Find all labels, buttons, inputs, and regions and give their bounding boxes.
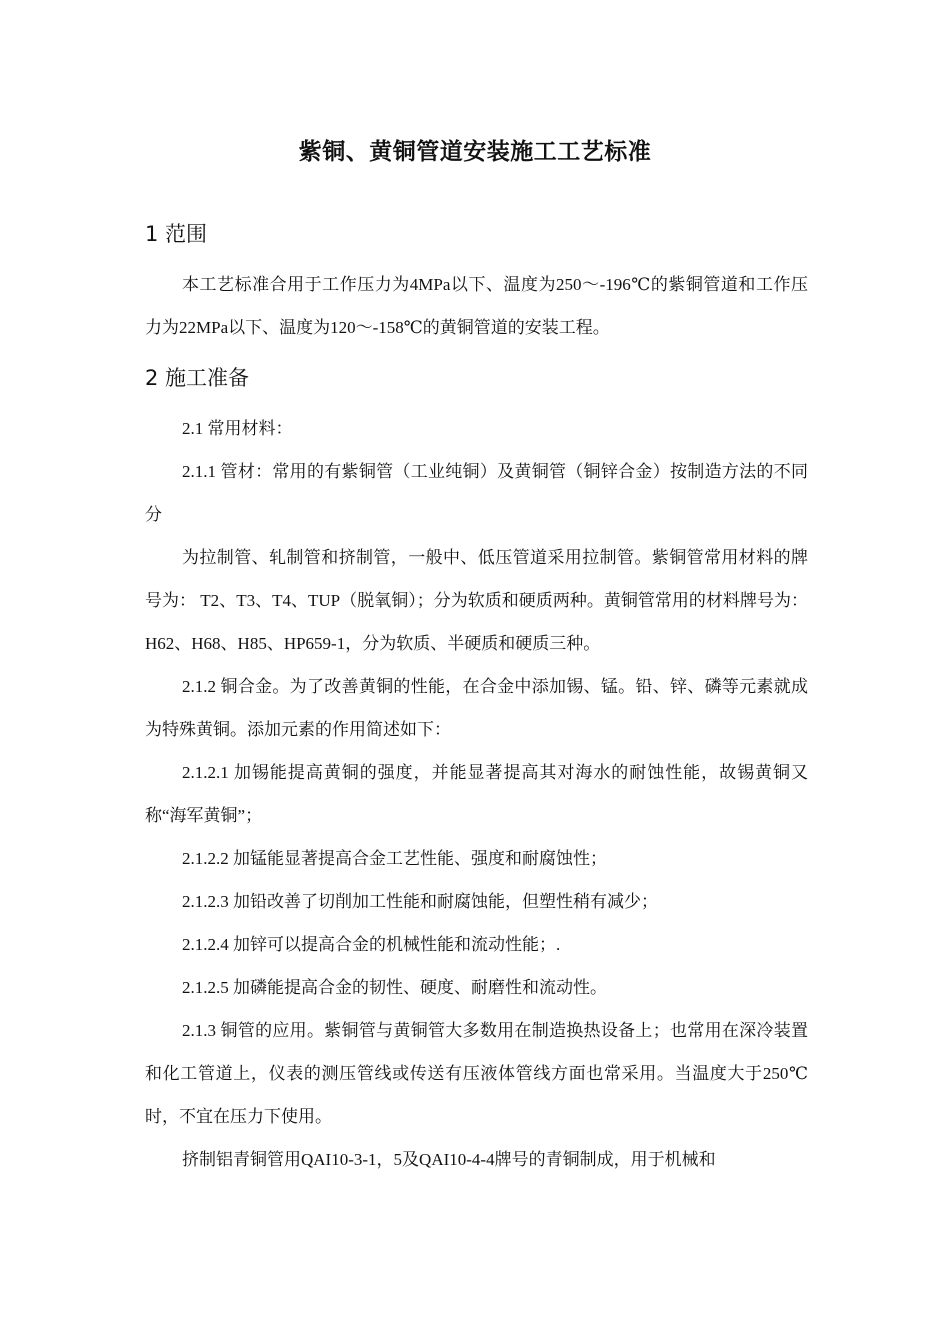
section-heading-scope: 1 范围 — [145, 222, 208, 246]
paragraph: 2.1.2.1 加锡能提高黄铜的强度，并能显著提高其对海水的耐蚀性能，故锡黄铜又称“海军黄铜”； — [145, 763, 808, 825]
paragraph: 2.1.2.5 加磷能提高合金的韧性、硬度、耐磨性和流动性。 — [182, 978, 607, 997]
section-heading-preparation: 2 施工准备 — [145, 366, 250, 390]
paragraph: 为拉制管、轧制管和挤制管，一般中、低压管道采用拉制管。紫铜管常用材料的牌号为： T2、T3、T4、TUP（脱氧铜）；分为软质和硬质两种。黄铜管常用的材料牌号为：H62、H68、H85、HP659-1，分为软质、半硬质和硬质三种。 — [145, 548, 808, 653]
paragraph: 本工艺标准合用于工作压力为4MPa以下、温度为250～-196℃的紫铜管道和工作压力为22MPa以下、温度为120～-158℃的黄铜管道的安装工程。 — [145, 275, 808, 337]
paragraph: 2.1.2.3 加铅改善了切削加工性能和耐腐蚀能，但塑性稍有减少； — [182, 892, 658, 911]
paragraph: 2.1.3 铜管的应用。紫铜管与黄铜管大多数用在制造换热设备上；也常用在深冷装置和化工管道上，仪表的测压管线或传送有压液体管线方面也常采用。当温度大于250℃时，不宜在压力下使用。 — [145, 1021, 808, 1126]
document-title: 紫铜、黄铜管道安装施工工艺标准 — [298, 139, 652, 165]
section-body-preparation — [145, 407, 808, 1181]
paragraph: 2.1 常用材料： — [182, 419, 293, 438]
section-body-scope — [145, 263, 808, 349]
paragraph: 挤制铝青铜管用QAI10-3-1，5及QAI10-4-4牌号的青铜制成，用于机械和 — [182, 1150, 716, 1169]
paragraph: 2.1.2 铜合金。为了改善黄铜的性能，在合金中添加锡、锰。铅、锌、磷等元素就成为特殊黄铜。添加元素的作用简述如下： — [145, 677, 808, 739]
paragraph: 2.1.2.4 加锌可以提高合金的机械性能和流动性能；. — [182, 935, 561, 954]
paragraph: 2.1.1 管材：常用的有紫铜管（工业纯铜）及黄铜管（铜锌合金）按制造方法的不同分 — [145, 462, 808, 524]
paragraph: 2.1.2.2 加锰能显著提高合金工艺性能、强度和耐腐蚀性； — [182, 849, 607, 868]
